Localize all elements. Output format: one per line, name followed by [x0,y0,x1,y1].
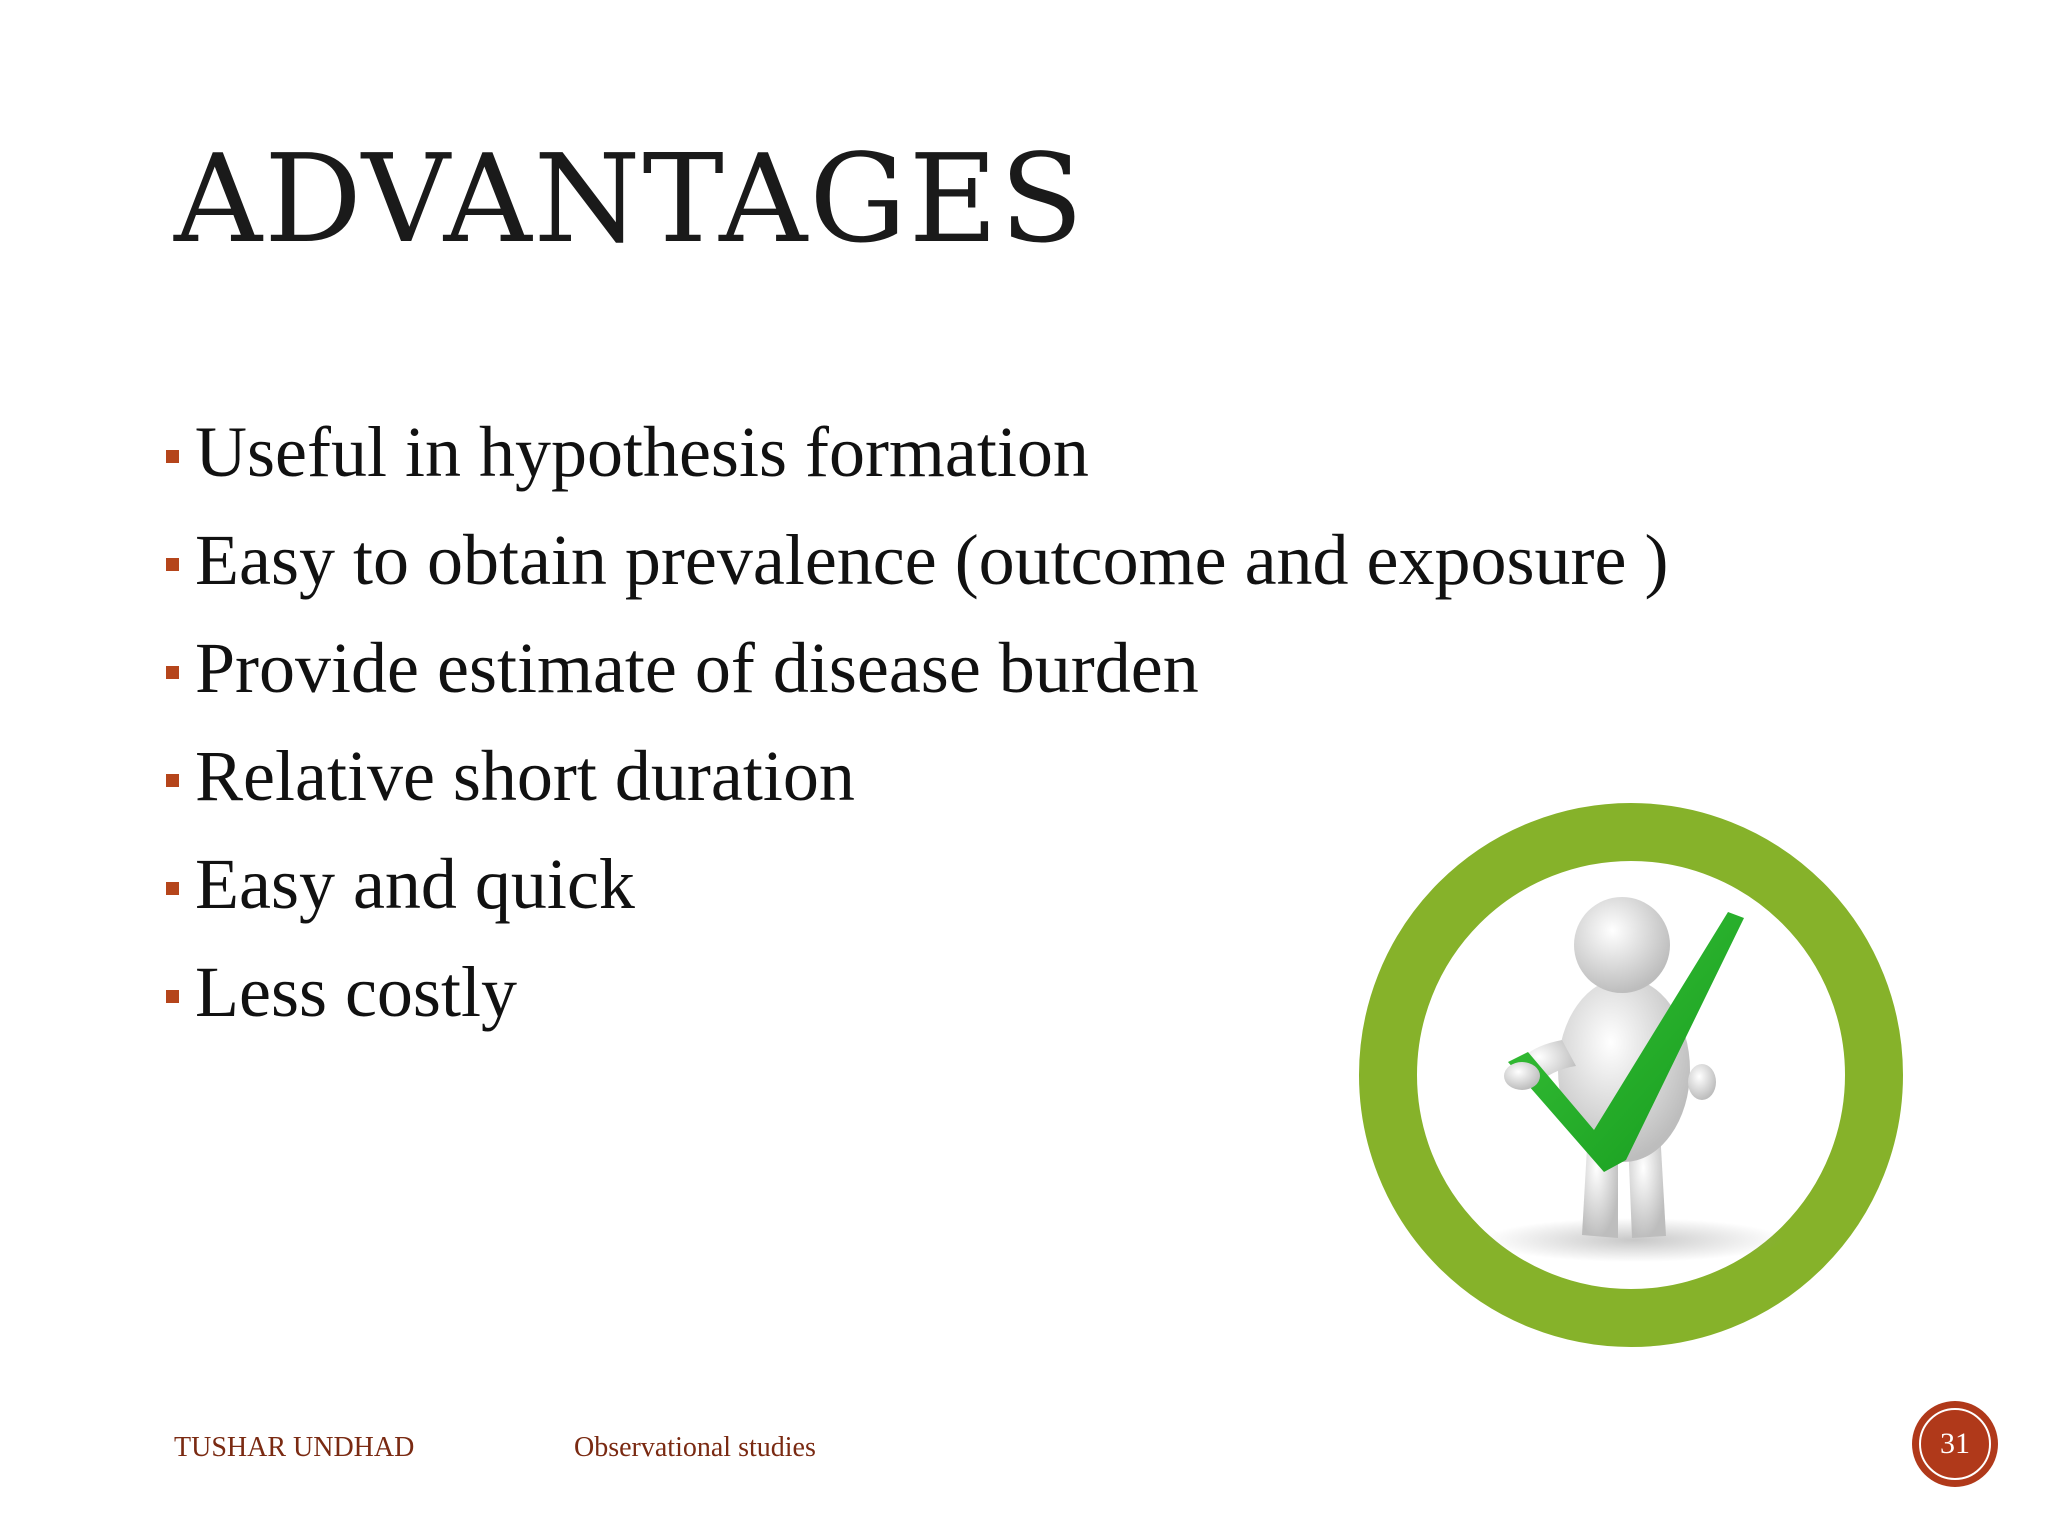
list-item [166,614,1668,722]
bullet-text: Provide estimate of disease burden [195,627,1199,708]
head [1574,897,1670,993]
square-bullet-icon [166,666,179,679]
bullet-text: Easy to obtain prevalence (outcome and exposure ) [195,519,1669,600]
square-bullet-icon [166,882,179,895]
footer-topic: Observational studies [574,1432,816,1463]
list-item [166,398,1668,506]
right-hand [1688,1064,1716,1100]
person-holding-checkmark-icon [1356,800,1906,1350]
bullet-text: Easy and quick [195,843,635,924]
slide-title: ADVANTAGES [174,128,1086,270]
bullet-text: Less costly [195,951,517,1032]
square-bullet-icon [166,450,179,463]
square-bullet-icon [166,990,179,1003]
footer-author: TUSHAR UNDHAD [174,1432,415,1463]
bullet-text: Useful in hypothesis formation [195,411,1089,492]
square-bullet-icon [166,774,179,787]
bullet-text: Relative short duration [195,735,855,816]
list-item [166,506,1668,614]
page-number: 31 [1940,1427,1970,1460]
square-bullet-icon [166,558,179,571]
left-hand [1504,1062,1540,1090]
page-number-badge [1912,1401,1998,1487]
